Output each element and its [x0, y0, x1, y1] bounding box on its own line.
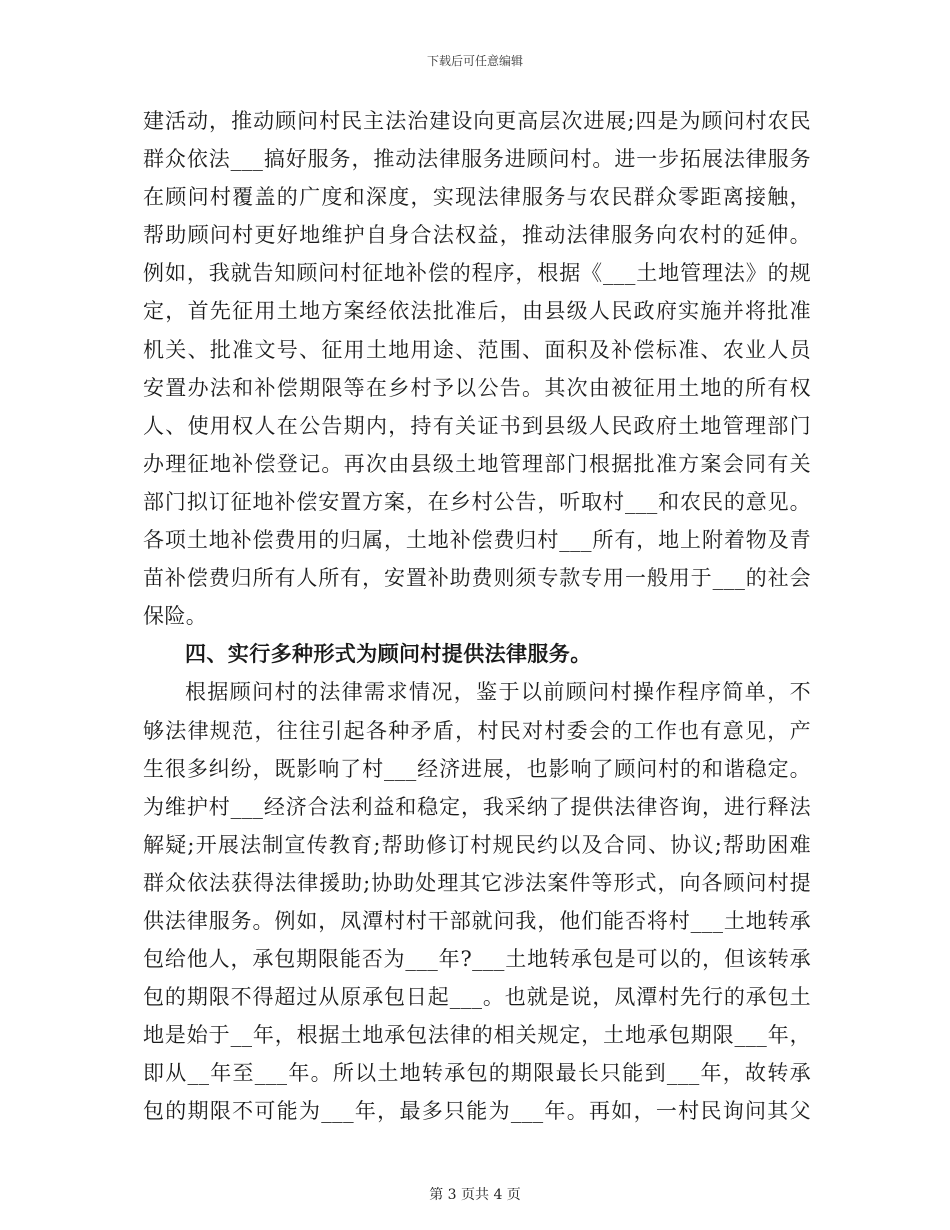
body-line: 机关、批准文号、征用土地用途、范围、面积及补偿标准、农业人员: [143, 337, 811, 362]
body-line: 为维护村___经济合法利益和稳定，我采纳了提供法律咨询，进行释法: [143, 794, 811, 819]
body-line: 即从__年至___年。所以土地转承包的期限最长只能到___年，故转承: [143, 1061, 811, 1086]
body-line: 供法律服务。例如，凤潭村村干部就问我，他们能否将村___土地转承: [143, 908, 811, 933]
body-line: 例如，我就告知顾问村征地补偿的程序，根据《___土地管理法》的规: [143, 261, 811, 286]
body-line: 生很多纠纷，既影响了村___经济进展，也影响了顾问村的和谐稳定。: [143, 756, 811, 781]
body-line: 保险。: [143, 604, 208, 629]
body-line: 够法律规范，往往引起各种矛盾，村民对村委会的工作也有意见，产: [143, 718, 811, 743]
body-line: 包的期限不可能为___年，最多只能为___年。再如，一村民询问其父: [143, 1099, 811, 1124]
body-line: 地是始于__年，根据土地承包法律的相关规定，土地承包期限___年，: [143, 1023, 811, 1048]
body-line: 建活动，推动顾问村民主法治建设向更高层次进展;四是为顾问村农民: [143, 109, 811, 133]
body-line: 部门拟订征地补偿安置方案，在乡村公告，听取村___和农民的意见。: [143, 489, 811, 514]
body-line: 安置办法和补偿期限等在乡村予以公告。其次由被征用土地的所有权: [143, 375, 811, 400]
body-line: 苗补偿费归所有人所有，安置补助费则须专款专用一般用于___的社会: [143, 566, 811, 591]
body-line: 在顾问村覆盖的广度和深度，实现法律服务与农民群众零距离接触，: [143, 185, 811, 210]
body-line: 根据顾问村的法律需求情况，鉴于以前顾问村操作程序简单，不: [185, 680, 811, 705]
section-heading: 四、实行多种形式为顾问村提供法律服务。: [185, 641, 592, 667]
body-line: 人、使用权人在公告期内，持有关证书到县级人民政府土地管理部门: [143, 413, 811, 438]
document-body: [143, 102, 811, 1131]
body-line: 各项土地补偿费用的归属，土地补偿费归村___所有，地上附着物及青: [143, 528, 811, 553]
page-footer: 第 3 页共 4 页: [429, 1187, 521, 1203]
body-line: 包的期限不得超过从原承包日起___。也就是说，凤潭村先行的承包土: [143, 985, 811, 1010]
body-line: 群众依法___搞好服务，推动法律服务进顾问村。进一步拓展法律服务: [143, 147, 811, 172]
body-line: 群众依法获得法律援助;协助处理其它涉法案件等形式，向各顾问村提: [143, 870, 811, 895]
body-line: 解疑;开展法制宣传教育;帮助修订村规民约以及合同、协议;帮助困难: [143, 832, 811, 857]
body-line: 帮助顾问村更好地维护自身合法权益，推动法律服务向农村的延伸。: [143, 223, 811, 248]
body-line: 办理征地补偿登记。再次由县级土地管理部门根据批准方案会同有关: [143, 451, 811, 476]
page-header: 下载后可任意编辑: [426, 54, 523, 68]
body-line: 包给他人，承包期限能否为___年?___土地转承包是可以的，但该转承: [143, 947, 811, 972]
body-line: 定，首先征用土地方案经依法批准后，由县级人民政府实施并将批准: [143, 299, 811, 324]
